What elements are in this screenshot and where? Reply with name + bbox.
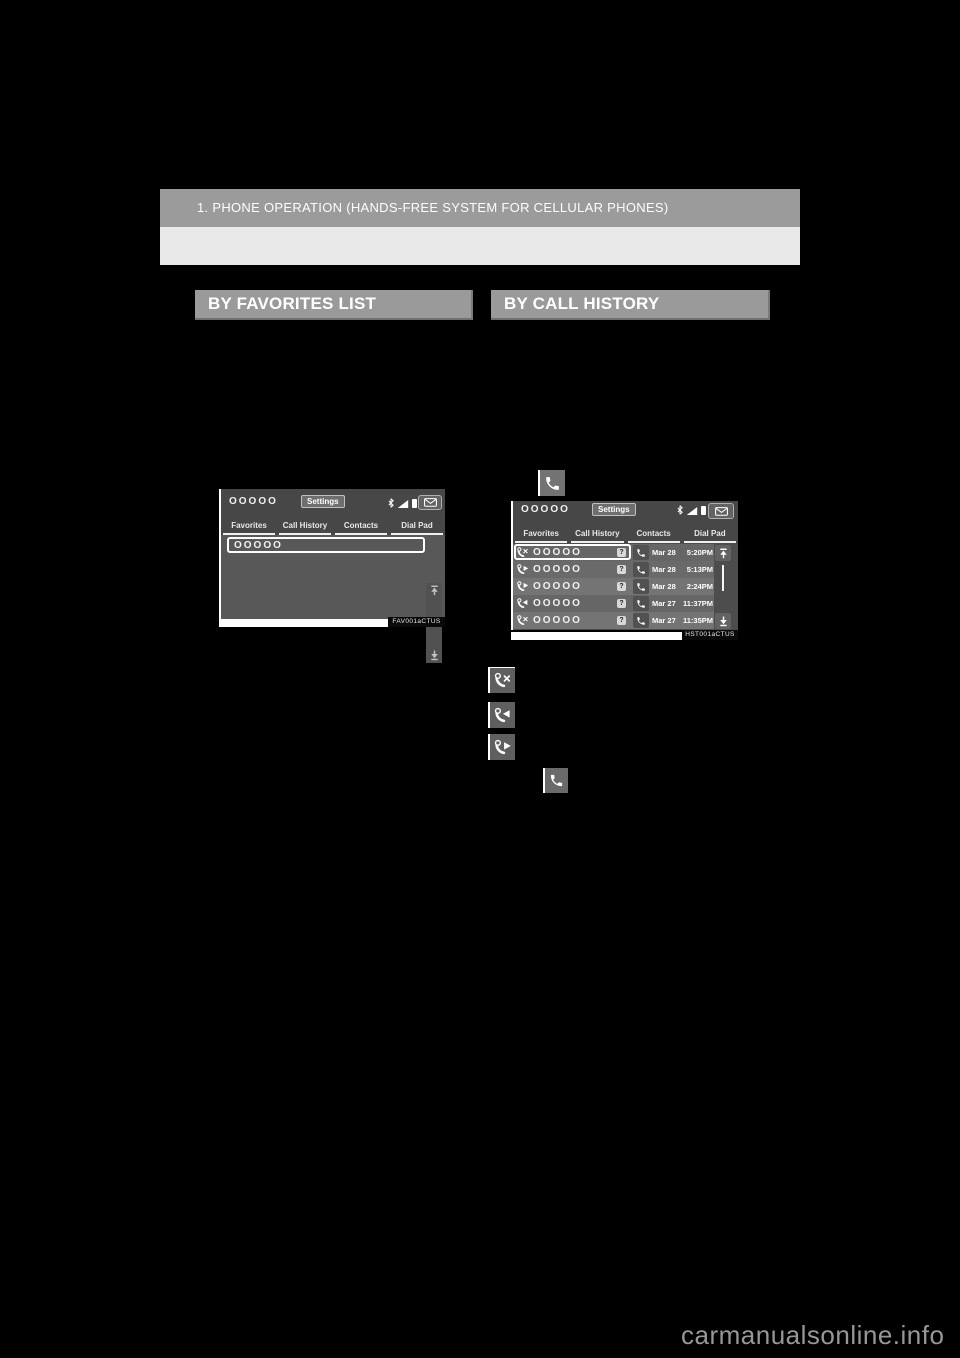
phone-icon [636,616,646,626]
call-history-row[interactable] [513,595,714,612]
call-button[interactable] [633,562,649,577]
battery-icon [412,499,417,508]
section-heading-call-history [491,290,770,320]
call-history-list [513,544,714,629]
dialed-call-icon [516,580,529,593]
favorites-screen-topbar [221,489,445,517]
missed-call-icon [516,614,529,627]
signal-icon [397,500,409,508]
figure-bottom-strip [511,632,682,640]
call-history-row[interactable] [513,578,714,595]
caller-name: OOOOO [533,564,582,575]
call-time: 5:13PM [686,565,713,574]
signal-icon [686,507,698,515]
unknown-contact-badge: ? [617,565,626,574]
received-call-icon [516,597,529,610]
battery-icon [701,506,706,515]
tab-contacts[interactable]: Contacts [628,529,680,543]
call-date: Mar 28 [652,582,676,591]
bluetooth-icon [388,498,394,508]
scroll-down-button[interactable] [715,613,731,629]
call-history-screen-figure [511,501,738,640]
missed-call-icon [488,667,515,693]
unknown-contact-badge: ? [617,599,626,608]
call-history-row[interactable] [513,544,714,561]
messages-button[interactable] [418,495,442,510]
unknown-contact-badge: ? [617,616,626,625]
favorites-screen-tabs [221,517,445,535]
call-time: 5:20PM [686,548,713,557]
call-button[interactable] [633,545,649,560]
call-button[interactable] [633,579,649,594]
caller-name: OOOOO [533,581,582,592]
history-screen-topbar [513,501,738,520]
favorites-screen-figure [219,489,445,627]
history-screen-body [511,501,738,630]
tab-dial-pad[interactable]: Dial Pad [391,521,443,535]
dialed-call-icon [516,563,529,576]
favorite-entry[interactable] [227,537,425,553]
mail-icon [715,507,728,516]
figure-caption: FAV001aCTUS [388,617,445,627]
messages-button[interactable] [708,503,734,519]
tab-favorites[interactable]: Favorites [223,521,275,535]
chapter-banner [160,189,800,227]
call-history-row[interactable] [513,561,714,578]
tab-call-history[interactable]: Call History [279,521,331,535]
favorites-screen-body [219,489,445,619]
call-time: 2:24PM [686,582,713,591]
caller-name: OOOOO [533,547,582,558]
settings-button[interactable]: Settings [592,503,636,516]
call-time: 11:37PM [682,599,713,608]
unknown-contact-badge: ? [617,548,626,557]
call-date: Mar 27 [652,616,676,625]
phone-icon [636,565,646,575]
call-button[interactable] [633,613,649,628]
chapter-title: 1. PHONE OPERATION (HANDS-FREE SYSTEM FOR CELLULAR PHONES) [197,200,669,215]
unknown-contact-badge: ? [617,582,626,591]
caller-name: OOOOO [533,615,582,626]
call-date: Mar 28 [652,565,676,574]
mail-icon [424,498,437,507]
status-icons [677,505,706,515]
scroll-up-icon[interactable] [430,585,439,596]
banner-strip [160,227,800,265]
status-icons [388,498,417,508]
tab-contacts[interactable]: Contacts [335,521,387,535]
phone-icon [543,768,568,793]
scrollbar-thumb[interactable] [722,565,724,591]
scroll-down-icon [719,616,728,627]
phone-icon [636,599,646,609]
tab-dial-pad[interactable]: Dial Pad [684,529,736,543]
scroll-down-icon[interactable] [430,650,439,661]
scroll-up-button[interactable] [715,545,731,561]
section-heading-favorites-label: BY FAVORITES LIST [208,294,377,313]
received-call-icon [488,702,515,728]
phone-icon [636,548,646,558]
scroll-up-icon [719,548,728,559]
device-name-placeholder: OOOOO [229,496,278,507]
settings-button[interactable]: Settings [301,495,345,508]
device-name-placeholder: OOOOO [521,504,570,515]
phone-icon [636,582,646,592]
history-screen-tabs [513,520,738,543]
favorite-entry-name: OOOOO [234,539,283,551]
dialed-call-icon [488,734,515,760]
call-history-row[interactable] [513,612,714,629]
figure-bottom-strip [219,619,388,627]
bluetooth-icon [677,505,683,515]
call-date: Mar 27 [652,599,676,608]
phone-icon [538,470,565,496]
history-scrollbar[interactable] [714,545,732,629]
call-time: 11:35PM [682,616,713,625]
call-date: Mar 28 [652,548,676,557]
site-watermark: carmanualsonline.info [681,1320,945,1350]
section-heading-call-history-label: BY CALL HISTORY [504,294,660,313]
tab-call-history[interactable]: Call History [571,529,623,543]
caller-name: OOOOO [533,598,582,609]
favorites-list [221,535,445,619]
missed-call-icon [516,546,529,559]
tab-favorites[interactable]: Favorites [515,529,567,543]
section-heading-favorites [195,290,473,320]
figure-caption: HST001aCTUS [682,630,738,640]
call-button[interactable] [633,596,649,611]
